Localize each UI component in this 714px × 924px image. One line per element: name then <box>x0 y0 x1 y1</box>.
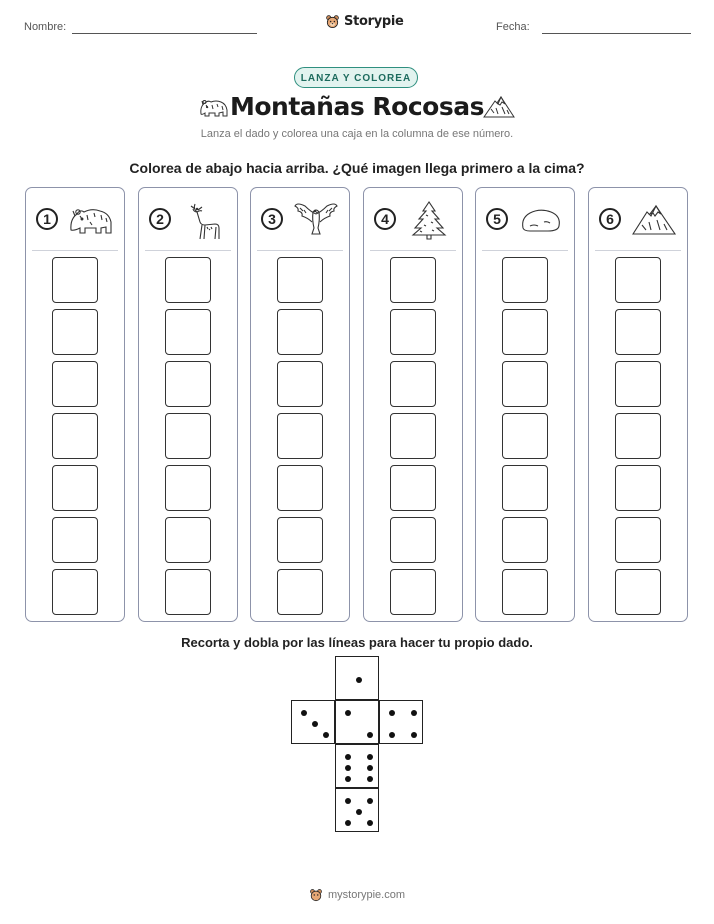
dice-pip <box>323 732 329 738</box>
dice-face-2 <box>335 700 379 744</box>
dice-pip <box>345 798 351 804</box>
column-header <box>589 188 687 250</box>
dice-pip <box>367 798 373 804</box>
rock-icon <box>518 200 564 240</box>
brand-logo <box>325 14 404 29</box>
color-box[interactable] <box>390 517 436 563</box>
color-box[interactable] <box>277 309 323 355</box>
color-box[interactable] <box>165 361 211 407</box>
column-divider <box>370 250 456 251</box>
column-number: 3 <box>261 208 283 230</box>
color-box[interactable] <box>615 517 661 563</box>
column-header <box>251 188 349 250</box>
color-box[interactable] <box>165 465 211 511</box>
deer-icon <box>181 200 227 240</box>
color-box[interactable] <box>502 309 548 355</box>
dice-pip <box>389 732 395 738</box>
subtitle: Lanza el dado y colorea una caja en la columna de ese número. <box>200 128 514 140</box>
mountain-icon <box>631 200 677 240</box>
color-box[interactable] <box>165 569 211 615</box>
color-box[interactable] <box>390 361 436 407</box>
column-3 <box>250 187 350 622</box>
color-box[interactable] <box>502 465 548 511</box>
dice-pip <box>345 710 351 716</box>
date-line[interactable] <box>542 33 691 34</box>
dice-instruction: Recorta y dobla por las líneas para hacer tu propio dado. <box>181 635 533 650</box>
dice-pip <box>345 820 351 826</box>
dice-face-5 <box>335 788 379 832</box>
instruction: Colorea de abajo hacia arriba. ¿Qué imagen llega primero a la cima? <box>129 160 585 176</box>
color-box[interactable] <box>615 361 661 407</box>
eagle-icon <box>293 200 339 240</box>
color-box[interactable] <box>52 413 98 459</box>
color-box[interactable] <box>277 517 323 563</box>
column-divider <box>595 250 681 251</box>
dice-face-3 <box>291 700 335 744</box>
column-header <box>139 188 237 250</box>
column-header <box>476 188 574 250</box>
color-box[interactable] <box>165 413 211 459</box>
dice-pip <box>389 710 395 716</box>
color-box[interactable] <box>502 257 548 303</box>
color-box[interactable] <box>615 413 661 459</box>
color-box[interactable] <box>390 413 436 459</box>
color-box[interactable] <box>277 257 323 303</box>
color-box[interactable] <box>615 257 661 303</box>
dice-pip <box>345 765 351 771</box>
dice-pip <box>367 820 373 826</box>
column-divider <box>32 250 118 251</box>
color-box[interactable] <box>52 361 98 407</box>
color-box[interactable] <box>165 257 211 303</box>
color-box[interactable] <box>277 361 323 407</box>
dice-pip <box>356 677 362 683</box>
dice-pip <box>367 732 373 738</box>
column-1 <box>25 187 125 622</box>
column-divider <box>257 250 343 251</box>
column-6 <box>588 187 688 622</box>
pine-tree-icon <box>406 200 452 240</box>
color-box[interactable] <box>390 309 436 355</box>
color-box[interactable] <box>52 257 98 303</box>
column-5 <box>475 187 575 622</box>
dice-pip <box>367 765 373 771</box>
dice-pip <box>345 776 351 782</box>
color-box[interactable] <box>502 569 548 615</box>
color-box[interactable] <box>502 517 548 563</box>
color-box[interactable] <box>390 465 436 511</box>
dice-face-4 <box>379 700 423 744</box>
color-box[interactable] <box>52 517 98 563</box>
color-box[interactable] <box>277 569 323 615</box>
column-header <box>364 188 462 250</box>
dice-pip <box>367 776 373 782</box>
dice-pip <box>345 754 351 760</box>
column-number: 4 <box>374 208 396 230</box>
date-label: Fecha: <box>496 21 530 33</box>
color-box[interactable] <box>615 569 661 615</box>
bear-icon <box>68 200 114 240</box>
color-box[interactable] <box>502 413 548 459</box>
color-box[interactable] <box>390 569 436 615</box>
dice-face-1 <box>335 656 379 700</box>
column-2 <box>138 187 238 622</box>
color-box[interactable] <box>52 309 98 355</box>
color-box[interactable] <box>277 465 323 511</box>
activity-badge: LANZA Y COLOREA <box>294 67 418 88</box>
column-divider <box>145 250 231 251</box>
color-box[interactable] <box>165 309 211 355</box>
footer <box>0 888 714 902</box>
dice-pip <box>356 809 362 815</box>
color-box[interactable] <box>52 465 98 511</box>
color-box[interactable] <box>615 309 661 355</box>
color-box[interactable] <box>165 517 211 563</box>
dice-face-6 <box>335 744 379 788</box>
bear-logo-icon <box>309 888 323 902</box>
column-number: 1 <box>36 208 58 230</box>
name-label: Nombre: <box>24 21 67 33</box>
page-title: Montañas Rocosas <box>230 92 484 121</box>
footer-url: mystorypie.com <box>327 889 406 901</box>
brand-name: Storypie <box>344 14 404 29</box>
column-divider <box>482 250 568 251</box>
bear-logo-icon <box>325 14 340 29</box>
dice-pip <box>312 721 318 727</box>
color-box[interactable] <box>52 569 98 615</box>
dice-pip <box>367 754 373 760</box>
column-number: 2 <box>149 208 171 230</box>
color-box[interactable] <box>277 413 323 459</box>
name-line[interactable] <box>72 33 257 34</box>
dice-pip <box>411 710 417 716</box>
dice-pip <box>411 732 417 738</box>
column-number: 6 <box>599 208 621 230</box>
dice-pip <box>301 710 307 716</box>
mountain-title-icon <box>482 93 516 119</box>
color-box[interactable] <box>502 361 548 407</box>
color-box[interactable] <box>615 465 661 511</box>
column-4 <box>363 187 463 622</box>
color-box[interactable] <box>390 257 436 303</box>
column-number: 5 <box>486 208 508 230</box>
column-header <box>26 188 124 250</box>
